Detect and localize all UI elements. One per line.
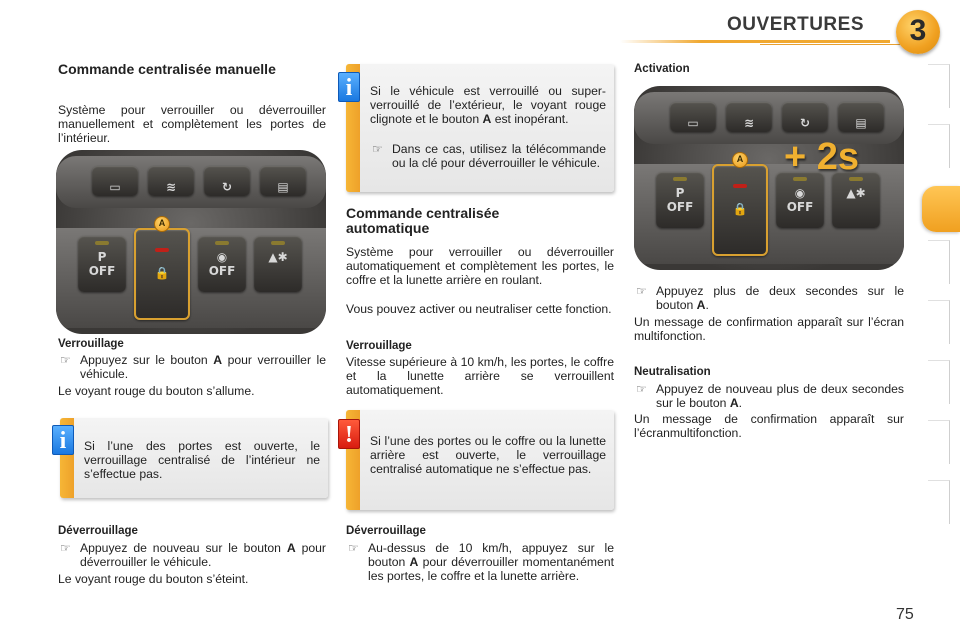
chapter-number: 3 (909, 14, 927, 47)
callout-a: A (732, 152, 748, 168)
info-icon: i (52, 425, 74, 455)
info-note-doors-text: Si l’une des portes est ouverte, le verrouillage centralisé de l’intérieur ne s’effectue pas. (84, 439, 320, 481)
hazard-icon: ▲✱ (832, 172, 880, 228)
neutralisation-bullet: ☞ Appuyez de nouveau plus de deux secondes sur le bouton A. (636, 382, 904, 410)
warning-note-text: Si l’une des portes ou le coffre ou la lunette arrière est ouverte, le verrouillage centralisé automatique ne s’effectue pas. (370, 434, 606, 476)
chapter-badge[interactable] (896, 10, 940, 54)
lock-button-a (134, 228, 190, 320)
unlock-after: Le voyant rouge du bouton s’éteint. (58, 572, 249, 586)
bullet-hand-icon: ☞ (636, 382, 647, 396)
window-heat-icon: ▤ (260, 166, 306, 196)
activation-heading: Activation (634, 63, 690, 75)
page-number: 75 (896, 606, 914, 623)
lock-bullet: ☞ Appuyez sur le bouton A pour verrouiller le véhicule. (60, 353, 327, 381)
manual-intro: Système pour verrouiller ou déverrouiller manuellement et complètement les portes de l’intérieur. (58, 103, 326, 145)
recirculation-icon: ↻ (782, 102, 828, 132)
info-icon: i (338, 72, 360, 102)
chapter-tab-4[interactable] (928, 240, 950, 284)
auto-unlock-heading: Déverrouillage (346, 525, 426, 537)
activation-bullet: ☞ Appuyez plus de deux secondes sur le bouton A. (636, 284, 904, 312)
chapter-tab-8[interactable] (928, 480, 950, 524)
callout-a: A (154, 216, 170, 232)
header-rule (620, 40, 890, 43)
chapter-tab-active[interactable] (922, 186, 960, 232)
chapter-tab-2[interactable] (928, 124, 950, 168)
alarm-icon: ◉ OFF (776, 172, 824, 228)
bullet-hand-icon: ☞ (348, 541, 359, 555)
warning-note-open (346, 410, 614, 510)
lock-icon: 🔒 (732, 202, 748, 216)
warning-icon: ! (338, 419, 360, 449)
parking-sensor-icon: P OFF (78, 236, 126, 292)
bullet-hand-icon: ☞ (372, 142, 383, 156)
bullet-hand-icon: ☞ (636, 284, 647, 298)
lock-icon: 🔒 (154, 266, 170, 280)
parking-sensor-icon: P OFF (656, 172, 704, 228)
rear-defrost-icon: ▭ (670, 102, 716, 132)
ventilation-icon: ≋ (726, 102, 772, 132)
header-rule-thin (760, 44, 900, 45)
activation-after: Un message de confirmation apparaît sur l’écran multifonction. (634, 315, 904, 343)
console-photo-manual (56, 150, 326, 334)
section-title-manual: Commande centralisée manuelle (58, 61, 276, 77)
info-note-superlock: Si le véhicule est verrouillé ou super-verrouillé de l’extérieur, le voyant rouge clignote et le bouton A est inopérant. ☞ Dans ce cas, utilisez la télécommande ou la clé pour déverrouiller le véhicule. (346, 64, 614, 192)
superlock-bullet: ☞ Dans ce cas, utilisez la télécommande ou la clé pour déverrouiller le véhicule. (372, 142, 606, 170)
unlock-heading: Déverrouillage (58, 525, 138, 537)
bullet-hand-icon: ☞ (60, 353, 71, 367)
lock-heading: Verrouillage (58, 338, 124, 350)
section-title-auto: Commande centralisée automatique (346, 205, 500, 236)
auto-intro-2: Vous pouvez activer ou neutraliser cette fonction. (346, 302, 612, 316)
neutralisation-heading: Neutralisation (634, 366, 711, 378)
chapter-title: OUVERTURES (727, 14, 864, 35)
auto-intro: Système pour verrouiller ou déverrouiller automatiquement et complètement les portes, le coffre et la lunette arrière en roulant. (346, 245, 614, 287)
chapter-tab-5[interactable] (928, 300, 950, 344)
rear-defrost-icon: ▭ (92, 166, 138, 196)
plus-two-seconds-label: + 2s (784, 136, 860, 178)
auto-lock-heading: Verrouillage (346, 340, 412, 352)
auto-unlock-bullet: ☞ Au-dessus de 10 km/h, appuyez sur le bouton A pour déverrouiller momentanément les portes, le coffre et la lunette arrière. (348, 541, 614, 583)
unlock-bullet: ☞ Appuyez de nouveau sur le bouton A pour déverrouiller le véhicule. (60, 541, 326, 569)
alarm-icon: ◉ OFF (198, 236, 246, 292)
bullet-hand-icon: ☞ (60, 541, 71, 555)
auto-lock-text: Vitesse supérieure à 10 km/h, les portes, le coffre et la lunette arrière se verrouillent automatiquement. (346, 355, 614, 397)
page-header (0, 0, 960, 60)
chapter-tab-7[interactable] (928, 420, 950, 464)
superlock-text: Si le véhicule est verrouillé ou super-verrouillé de l’extérieur, le voyant rouge clignote et le bouton (370, 84, 606, 126)
window-heat-icon: ▤ (838, 102, 884, 132)
info-note-doors (60, 418, 328, 498)
chapter-tab-6[interactable] (928, 360, 950, 404)
neutralisation-after: Un message de confirmation apparaît sur l’écranmultifonction. (634, 412, 904, 440)
ventilation-icon: ≋ (148, 166, 194, 196)
recirculation-icon: ↻ (204, 166, 250, 196)
console-photo-activation (634, 86, 904, 270)
chapter-tab-strip (928, 64, 952, 576)
chapter-tab-1[interactable] (928, 64, 950, 108)
lock-after: Le voyant rouge du bouton s’allume. (58, 384, 255, 398)
lock-button-a (712, 164, 768, 256)
hazard-icon: ▲✱ (254, 236, 302, 292)
